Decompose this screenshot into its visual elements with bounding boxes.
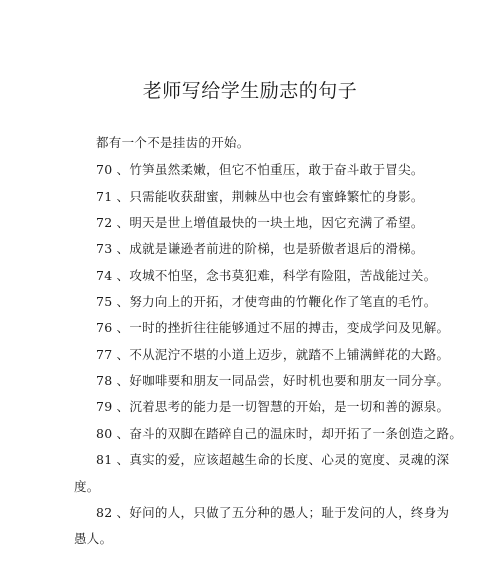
item-number: 78 <box>96 373 113 388</box>
page-title: 老师写给学生励志的句子 <box>142 80 358 102</box>
item-number: 70 <box>96 162 113 177</box>
item-text: 、攻城不怕坚，念书莫犯难，科学有险阻，苦战能过关。 <box>116 268 437 283</box>
list-item-continuation: 度。 <box>74 479 100 494</box>
item-number: 75 <box>96 294 113 309</box>
list-item <box>96 345 449 363</box>
item-text: 、好问的人，只做了五分种的愚人；耻于发问的人，终身为 <box>116 505 450 520</box>
item-number: 79 <box>96 399 113 414</box>
item-text: 、一时的挫折往往能够通过不屈的搏击，变成学问及见解。 <box>116 320 450 335</box>
intro-line: 都有一个不是挂齿的开始。 <box>96 135 250 150</box>
list-item <box>96 213 424 231</box>
list-item <box>96 239 424 257</box>
list-item <box>96 292 437 310</box>
item-text: 、成就是谦逊者前进的阶梯，也是骄傲者退后的滑梯。 <box>116 241 424 256</box>
item-number: 72 <box>96 215 113 230</box>
item-text: 、奋斗的双脚在踏碎自己的温床时，却开拓了一条创造之路。 <box>116 426 463 441</box>
list-item <box>96 503 449 521</box>
list-item <box>96 397 449 415</box>
item-text: 、努力向上的开拓，才使弯曲的竹鞭化作了笔直的毛竹。 <box>116 294 437 309</box>
item-text: 、沉着思考的能力是一切智慧的开始，是一切和善的源泉。 <box>116 399 450 414</box>
item-number: 74 <box>96 268 113 283</box>
item-text: 、只需能收获甜蜜，荆棘丛中也会有蜜蜂繁忙的身影。 <box>116 189 424 204</box>
list-item-continuation: 愚人。 <box>74 531 113 546</box>
item-text: 、明天是世上增值最快的一块土地，因它充满了希望。 <box>116 215 424 230</box>
list-item <box>96 424 462 442</box>
item-number: 77 <box>96 347 113 362</box>
list-item <box>96 187 424 205</box>
list-item <box>96 371 449 389</box>
list-item <box>96 266 437 284</box>
item-number: 76 <box>96 320 113 335</box>
item-number: 71 <box>96 189 113 204</box>
list-item <box>96 450 449 468</box>
item-number: 80 <box>96 426 113 441</box>
item-number: 73 <box>96 241 113 256</box>
item-text: 、不从泥泞不堪的小道上迈步，就踏不上铺满鲜花的大路。 <box>116 347 450 362</box>
item-number: 81 <box>96 452 113 467</box>
list-item <box>96 160 424 178</box>
item-text: 、竹笋虽然柔嫩，但它不怕重压，敢于奋斗敢于冒尖。 <box>116 162 424 177</box>
item-text: 、真实的爱，应该超越生命的长度、心灵的宽度、灵魂的深 <box>116 452 450 467</box>
list-item <box>96 318 449 336</box>
item-number: 82 <box>96 505 113 520</box>
item-text: 、好咖啡要和朋友一同品尝，好时机也要和朋友一同分享。 <box>116 373 450 388</box>
